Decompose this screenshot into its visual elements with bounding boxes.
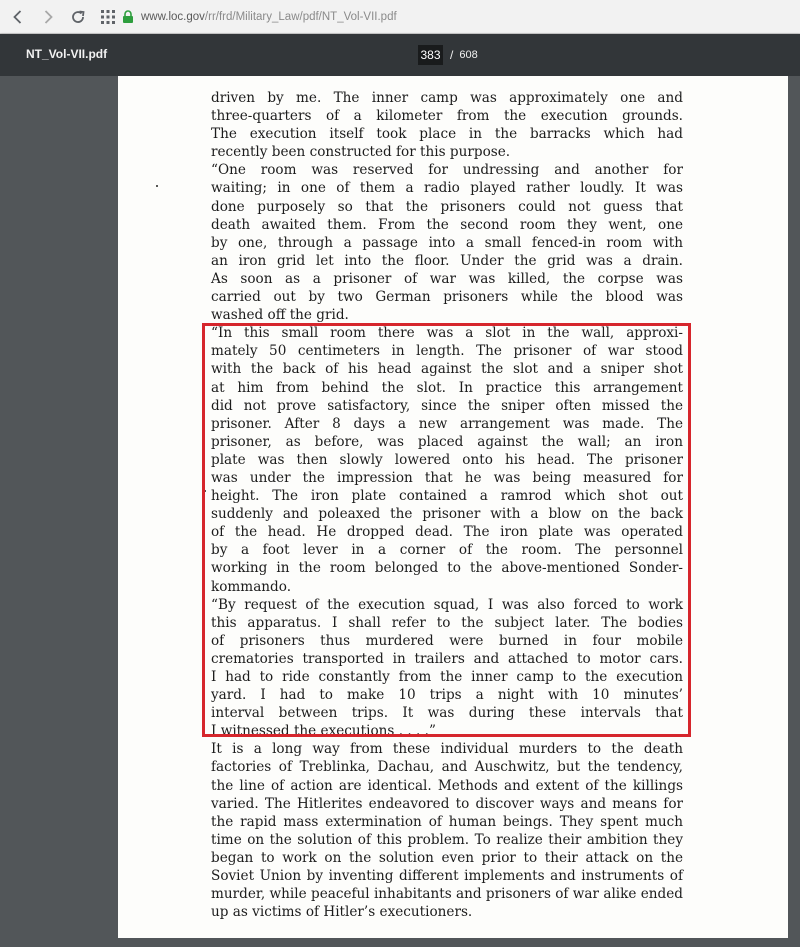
text-line: by one, through a passage into a small fenced-in room with — [211, 234, 683, 251]
text-line: was under the impression that he was being measured for — [211, 469, 683, 486]
text-line: waiting; in one of them a radio played rather loudly. It was — [211, 180, 683, 197]
text-line: an iron grid let into the floor. Under the grid was a drain. — [211, 252, 683, 269]
text-line: plate was then slowly lowered onto his head. The prisoner — [211, 451, 683, 468]
text-line: It is a long way from these individual murders to the death — [211, 741, 683, 758]
text-line: done purposely so that the prisoners could not guess that — [211, 198, 683, 215]
lock-icon — [122, 10, 134, 24]
address-bar[interactable] — [122, 5, 798, 29]
text-line: the rapid mass extermination of human beings. They spent much — [211, 813, 683, 830]
url-host: www.loc.gov — [141, 11, 205, 23]
url-path: /rr/frd/Military_Law/pdf/NT_Vol-VII.pdf — [204, 11, 397, 23]
text-line: “By request of the execution squad, I was also forced to work — [211, 596, 683, 613]
pdf-toolbar — [0, 34, 800, 76]
paragraph — [211, 89, 683, 161]
paragraph — [211, 740, 683, 921]
text-line: with the back of his head against the slot and a sniper shot — [211, 361, 683, 378]
browser-toolbar — [0, 0, 800, 34]
forward-arrow-icon[interactable] — [36, 5, 60, 29]
text-line: of the head. He dropped dead. The iron plate was operated — [211, 524, 683, 541]
text-line: interval between trips. It was during these intervals that — [211, 705, 683, 722]
text-line: murder, while peaceful inhabitants and prisoners of war alike ended — [211, 886, 683, 903]
text-line: carried out by two German prisoners while the blood was — [211, 289, 683, 306]
text-line: by a foot lever in a corner of the room. The personnel — [211, 542, 683, 559]
text-line: washed off the grid. — [211, 307, 349, 324]
text-line: I witnessed the executions . . . .” — [211, 723, 436, 740]
text-line: of prisoners thus murdered were burned in four mobile — [211, 632, 683, 649]
text-line: this apparatus. I shall refer to the subject later. The bodies — [211, 614, 683, 631]
text-line: As soon as a prisoner of war was killed, the corpse was — [211, 270, 683, 287]
text-line: three-quarters of a kilometer from the execution grounds. — [211, 108, 683, 125]
page-indicator — [418, 44, 478, 66]
text-line: death awaited them. From the second room they went, one — [211, 216, 683, 233]
text-line: prisoner. After 8 days a new arrangement was made. The — [211, 415, 683, 432]
text-line: suddenly and poleaxed the prisoner with a blow on the back — [211, 506, 683, 523]
text-line: yard. I had to make 10 trips a night with 10 minutes’ — [211, 687, 683, 704]
page-number-input[interactable] — [418, 45, 443, 65]
text-line: did not prove satisfactory, since the sniper often missed the — [211, 397, 683, 414]
text-line: up as victims of Hitler’s executioners. — [211, 904, 473, 921]
back-arrow-icon[interactable] — [6, 5, 30, 29]
text-line: driven by me. The inner camp was approximately one and — [211, 90, 683, 106]
highlight-box — [202, 323, 691, 737]
text-line: “In this small room there was a slot in the wall, approxi- — [211, 325, 683, 342]
pdf-file-name: NT_Vol-VII.pdf — [26, 47, 108, 61]
text-line: working in the room belonged to the above-mentioned Sonder- — [211, 560, 683, 577]
text-line: recently been constructed for this purpose. — [211, 144, 511, 161]
apps-grid-icon[interactable] — [96, 5, 120, 29]
text-line: height. The iron plate contained a ramrod which shot out — [211, 488, 683, 505]
text-line: mately 50 centimeters in length. The prisoner of war stood — [211, 343, 683, 360]
text-line: the line of action are identical. Methods and extent of the killings — [211, 777, 683, 794]
text-line: The execution itself took place in the barracks which had — [211, 126, 683, 143]
text-line: time on the solution of this problem. To realize their ambition they — [211, 831, 683, 848]
text-line: factories of Treblinka, Dachau, and Auschwitz, but the tendency, — [211, 759, 683, 776]
text-line: “One room was reserved for undressing and another for — [211, 162, 683, 179]
paragraph — [211, 161, 683, 324]
text-line: I had to ride constantly from the inner camp to the execution — [211, 669, 683, 685]
text-line: prisoner, as before, was placed against the wall; an iron — [211, 433, 683, 450]
reload-icon[interactable] — [66, 5, 90, 29]
total-pages: 608 — [459, 49, 478, 61]
pdf-viewer[interactable] — [0, 76, 800, 947]
text-line: began to work on the solution even prior to their attack on the — [211, 849, 683, 866]
scan-speck — [156, 185, 158, 187]
text-line: varied. The Hitlerites endeavored to discover ways and means for — [211, 795, 683, 812]
page-separator: / — [450, 48, 454, 62]
text-line: at him from behind the slot. In practice this arrangement — [211, 379, 683, 396]
text-line: Soviet Union by inventing different implements and instruments of — [211, 868, 683, 885]
pdf-page — [118, 76, 788, 938]
text-line: crematories transported in trailers and attached to motor cars. — [211, 650, 683, 667]
text-line: kommando. — [211, 578, 292, 595]
